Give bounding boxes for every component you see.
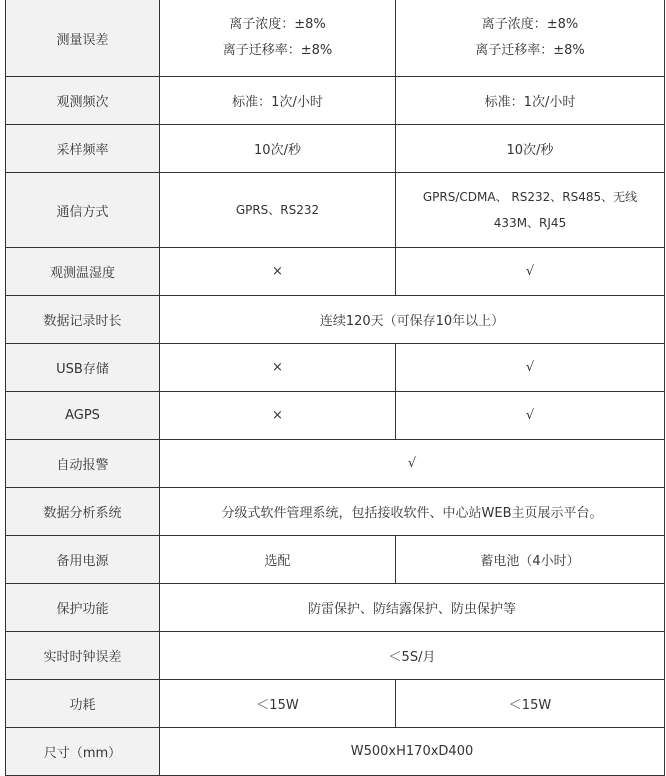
table-row — [6, 488, 665, 536]
value-shared: 防雷保护、防结露保护、防虫保护等 — [160, 584, 665, 632]
row-label: 自动报警 — [6, 440, 160, 488]
row-label: 数据记录时长 — [6, 296, 160, 344]
row-label: 尺寸（mm） — [6, 728, 160, 776]
row-label: 功耗 — [6, 680, 160, 728]
value-model-b: 蓄电池（4小时） — [396, 536, 665, 584]
table-row — [6, 680, 665, 728]
value-model-b — [396, 0, 665, 77]
value-model-b: 标准：1次/小时 — [396, 77, 665, 125]
value-model-a: GPRS、RS232 — [160, 173, 396, 248]
table-row — [6, 632, 665, 680]
row-label: 观测频次 — [6, 77, 160, 125]
cross-mark: × — [160, 248, 396, 296]
table-row — [6, 173, 665, 248]
row-label: 通信方式 — [6, 173, 160, 248]
table-row — [6, 77, 665, 125]
check-mark: √ — [396, 392, 665, 440]
value-model-a: 10次/秒 — [160, 125, 396, 173]
value-model-b: 10次/秒 — [396, 125, 665, 173]
table-row — [6, 392, 665, 440]
value-line: 离子浓度：±8% — [481, 17, 579, 32]
check-mark: √ — [396, 344, 665, 392]
row-label: AGPS — [6, 392, 160, 440]
value-model-a — [160, 0, 396, 77]
spec-table — [5, 0, 665, 776]
value-line: 离子浓度：±8% — [229, 17, 326, 32]
row-label: 备用电源 — [6, 536, 160, 584]
value-model-a: 标准：1次/小时 — [160, 77, 396, 125]
row-label: USB存储 — [6, 344, 160, 392]
value-model-a: 选配 — [160, 536, 396, 584]
value-shared: 连续120天（可保存10年以上） — [160, 296, 665, 344]
cross-mark: × — [160, 344, 396, 392]
check-mark: √ — [396, 248, 665, 296]
check-mark: √ — [160, 440, 665, 488]
row-label: 保护功能 — [6, 584, 160, 632]
row-label: 数据分析系统 — [6, 488, 160, 536]
value-shared: ＜5S/月 — [160, 632, 665, 680]
value-shared: W500xH170xD400 — [160, 728, 665, 776]
value-model-a: ＜15W — [160, 680, 396, 728]
table-row — [6, 440, 665, 488]
table-row — [6, 728, 665, 776]
value-shared: 分级式软件管理系统，包括接收软件、中心站WEB主页展示平台。 — [160, 488, 665, 536]
row-label: 采样频率 — [6, 125, 160, 173]
row-label: 测量误差 — [6, 0, 160, 77]
value-line: 433M、RJ45 — [493, 216, 567, 230]
cross-mark: × — [160, 392, 396, 440]
table-row — [6, 125, 665, 173]
table-row — [6, 296, 665, 344]
row-label: 实时时钟误差 — [6, 632, 160, 680]
value-line: 离子迁移率：±8% — [222, 43, 333, 58]
table-row — [6, 536, 665, 584]
table-row — [6, 248, 665, 296]
table-row — [6, 584, 665, 632]
value-line: GPRS/CDMA、 RS232、RS485、无线 — [422, 190, 638, 204]
value-model-b — [396, 173, 665, 248]
value-line: 离子迁移率：±8% — [475, 43, 585, 58]
row-label: 观测温湿度 — [6, 248, 160, 296]
table-row — [6, 344, 665, 392]
table-row — [6, 0, 665, 77]
value-model-b: ＜15W — [396, 680, 665, 728]
